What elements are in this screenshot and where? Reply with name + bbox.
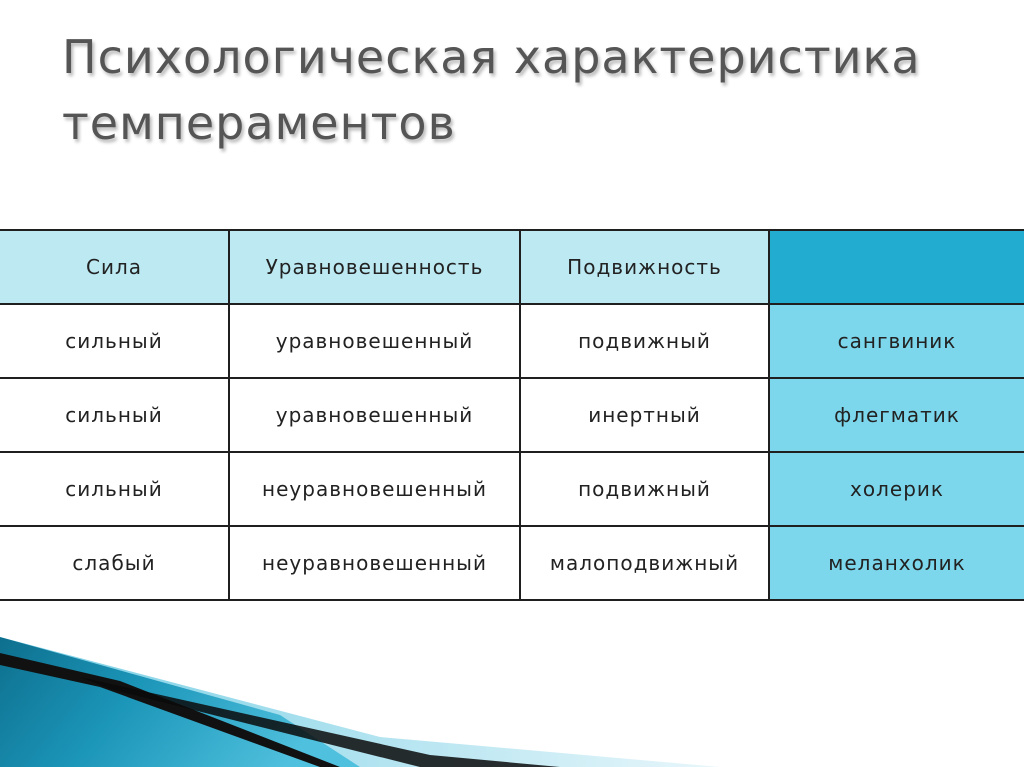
cell-mobility: подвижный — [520, 452, 769, 526]
cell-strength: сильный — [0, 452, 229, 526]
cell-strength: сильный — [0, 378, 229, 452]
slide-title-line-2: темпераментов — [62, 96, 456, 150]
cell-strength: сильный — [0, 304, 229, 378]
cell-temperament-type: флегматик — [769, 378, 1024, 452]
cell-temperament-type: меланхолик — [769, 526, 1024, 600]
table-row — [0, 452, 1024, 526]
slide-title — [62, 24, 1002, 156]
header-cell-strength: Сила — [0, 230, 229, 304]
cell-balance: уравновешенный — [229, 304, 520, 378]
cell-temperament-type: сангвиник — [769, 304, 1024, 378]
temperament-table — [0, 229, 1024, 601]
table-row — [0, 304, 1024, 378]
table-row — [0, 526, 1024, 600]
table-row — [0, 378, 1024, 452]
table-header-row — [0, 230, 1024, 304]
cell-mobility: малоподвижный — [520, 526, 769, 600]
slide-title-line-1: Психологическая характеристика — [62, 30, 921, 84]
header-cell-balance: Уравновешенность — [229, 230, 520, 304]
cell-mobility: инертный — [520, 378, 769, 452]
cell-balance: уравновешенный — [229, 378, 520, 452]
cell-temperament-type: холерик — [769, 452, 1024, 526]
decorative-swoosh — [0, 637, 1024, 767]
cell-mobility: подвижный — [520, 304, 769, 378]
header-cell-mobility: Подвижность — [520, 230, 769, 304]
cell-balance: неуравновешенный — [229, 526, 520, 600]
cell-strength: слабый — [0, 526, 229, 600]
cell-balance: неуравновешенный — [229, 452, 520, 526]
header-cell-type — [769, 230, 1024, 304]
